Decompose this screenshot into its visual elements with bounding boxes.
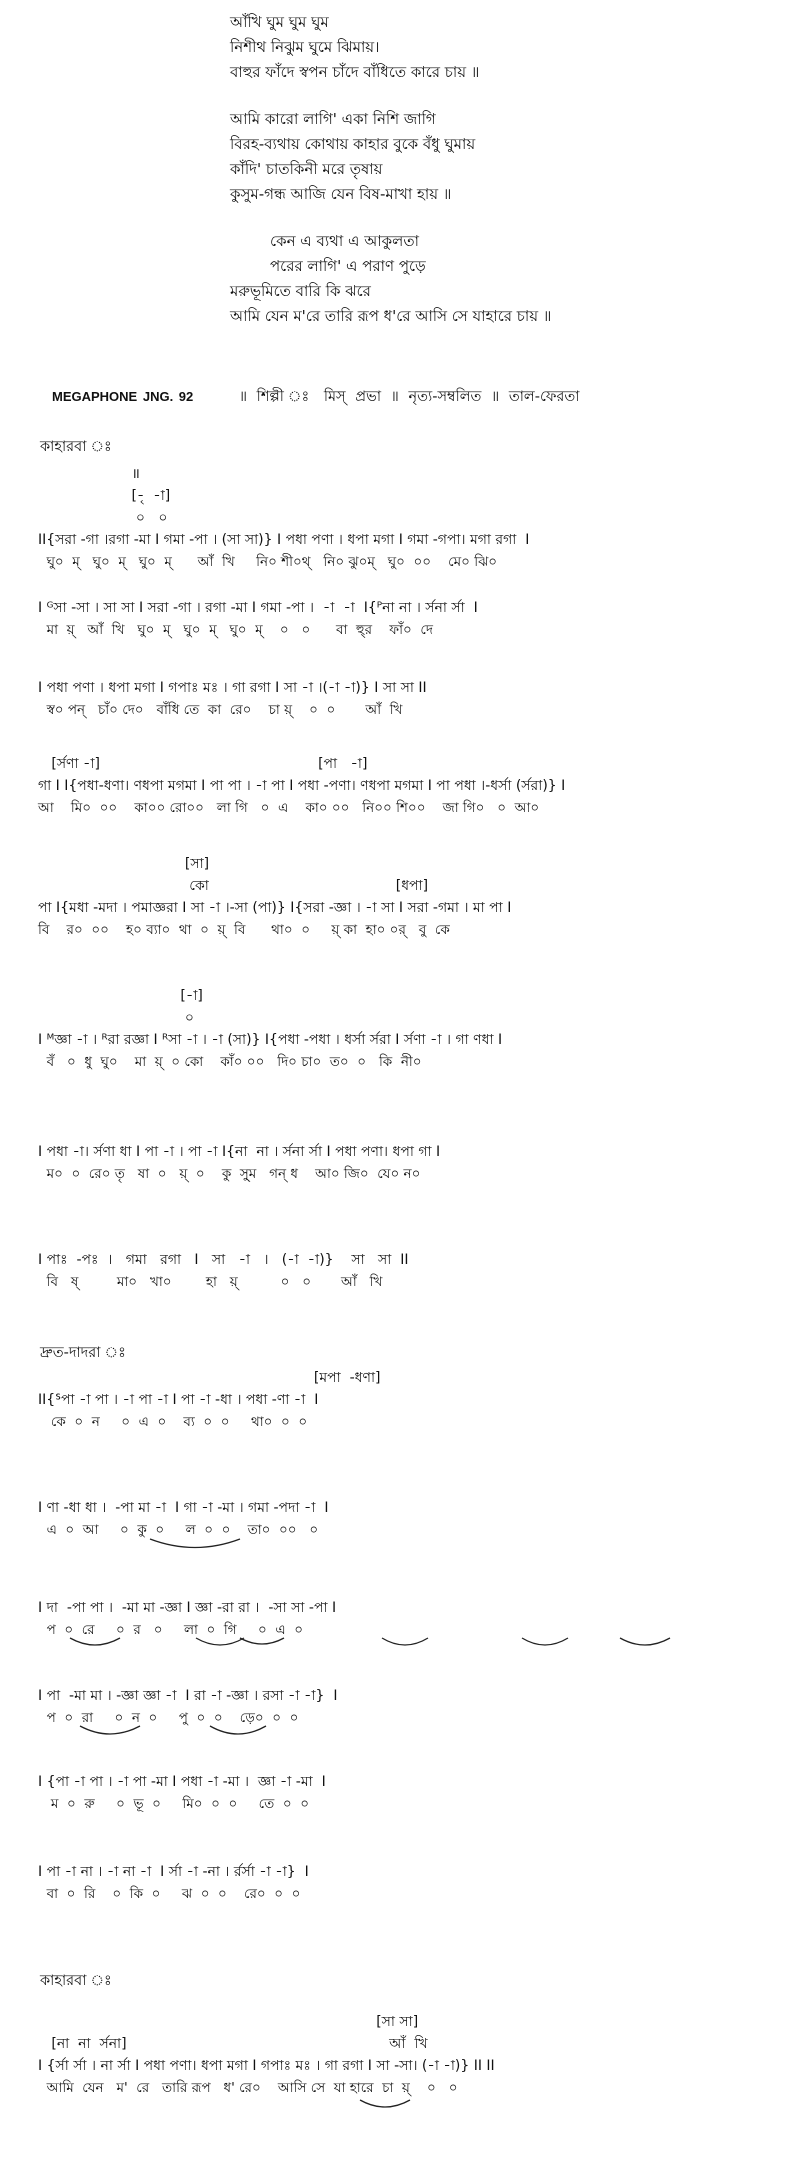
swara-row: II{সরা -গা ।রগা -মা I গমা -পা । (সা সা)} I পধা পণা । ধপা মগা I গমা -গপা। মগা রগা I: [38, 532, 530, 548]
lyric-line: কাঁদি' চাতকিনী মরে তৃষায়: [230, 160, 383, 178]
lyric-line: বিরহ-ব্যথায় কোথায় কাহার বুকে বঁধু ঘুমায়: [230, 135, 476, 153]
lyric-syllable-row: বা ০ রি ০ কি ০ ঝ ০ ০ রে০ ০ ০: [38, 1886, 301, 1902]
lyric-line: আমি যেন ম'রে তারি রূপ ধ'রে আসি সে যাহারে চায় ॥: [230, 307, 552, 325]
lyric-syllable-row: বি ষ্ মা০ খা০ হা য়্ ০ ০ আঁ খি: [38, 1274, 383, 1290]
lyric-syllable-row: বি র০ ০০ হ০ ব্যা০ থা ০ য়্ বি থা০ ০ য়্ কা হা০ ০র্ বু কে: [38, 922, 450, 938]
lyric-line: বাহুর ফাঁদে স্বপন চাঁদে বাঁধিতে কারে চায় ॥: [230, 63, 480, 81]
marker-row: ০ ০: [38, 510, 168, 526]
swara-row: I {র্সা র্সা । না র্সা I পধা পণা। ধপা মগা I গপাঃ মঃ । গা রগা I সা -সা। (-া -া)} II II: [38, 2058, 495, 2074]
slur-mark: [210, 1726, 266, 1734]
slur-mark: [382, 1638, 428, 1645]
swara-row: I দা -পা পা । -মা মা -জ্ঞা I জ্ঞা -রা রা । -সা সা -পা I: [38, 1600, 337, 1616]
lyric-syllable-row: এ ০ আ ০ কু ০ ল ০ ০ তা০ ০০ ০: [38, 1522, 319, 1538]
slur-mark: [70, 1638, 120, 1645]
lyric-syllable-row: বঁ ০ ধু ঘু০ মা য়্ ০ কো কাঁ০ ০০ দি০ চা০ ত০ ০ কি নী০: [38, 1054, 422, 1070]
swara-row: I {পা -া পা । -া পা -মা I পধা -া -মা । জ্ঞা -া -মা I: [38, 1774, 326, 1790]
slur-mark: [150, 1539, 240, 1548]
marker-row: ॥: [38, 466, 140, 482]
section-title-kaharba: কাহারবা ঃ: [40, 439, 112, 455]
slur-mark: [240, 1638, 284, 1644]
marker-row: [-ৃ -া]: [38, 488, 171, 504]
swara-row: I ণা -ধা ধা । -পা মা -া I গা -া -মা । গমা -পদা -া I: [38, 1500, 329, 1516]
lyric-line: মরুভূমিতে বারি কি ঝরে: [230, 282, 371, 300]
slur-mark: [196, 1638, 244, 1645]
marker-row: কো [ধপা]: [38, 878, 429, 894]
swara-row: I পাঃ -পঃ । গমা রগা I সা -া । (-া -া)} সা সা II: [38, 1252, 409, 1268]
lyric-syllable-row: কে ০ ন ০ এ ০ ব্য ০ ০ থা০ ০ ০: [38, 1414, 308, 1430]
marker-row: [মপা -ধণা]: [38, 1370, 381, 1386]
lyric-syllable-row: ম ০ রু ০ ভূ ০ মি০ ০ ০ তে ০ ০: [38, 1796, 310, 1812]
marker-row: [সা]: [38, 856, 210, 872]
marker-row: ০: [38, 1010, 194, 1026]
marker-row: [র্সণা -া] [পা -া]: [38, 756, 368, 772]
swara-row: II{ᔆপা -া পা । -া পা -া I পা -া -ধা । পধা -ণা -া I: [38, 1392, 319, 1408]
slur-mark: [80, 1726, 140, 1734]
swara-row: গা I I{পধা-ধণা। ণধপা মগমা I পা পা । -া পা I পধা -পণা। ণধপা মগমা I পা পধা ।-ধর্সা (র্সরা)} I: [38, 778, 566, 794]
lyric-line: নিশীথ নিঝুম ঘুমে ঝিমায়।: [230, 38, 380, 56]
marker-row: [সা সা]: [38, 2014, 419, 2030]
marker-row: [-া]: [38, 988, 203, 1004]
slur-mark: [620, 1638, 670, 1645]
record-details: ॥ শিল্পী ঃ মিস্ প্রভা ॥ নৃত্য-সম্বলিত ॥ তাল-ফেরতা: [238, 389, 580, 405]
marker-row: [না না র্সনা] আঁ খি: [38, 2036, 428, 2052]
lyric-syllable-row: স্ব০ পন্ চাঁ০ দে০ বাঁধি তে কা রে০ চা য়্ ০ ০ আঁ খি: [38, 702, 403, 718]
lyric-syllable-row: মা য়্ আঁ খি ঘু০ ম্ ঘু০ ম্ ঘু০ ম্ ০ ০ বা হু্র ফাঁ০ দে: [38, 622, 433, 638]
lyric-line: কুসুম-গন্ধ আজি যেন বিষ-মাখা হায় ॥: [230, 185, 452, 203]
swara-row: I পধা পণা । ধপা মগা I গপাঃ মঃ । গা রগা I সা -া ।(-া -া)} I সা সা II: [38, 680, 427, 696]
lyric-syllable-row: ঘু০ ম্ ঘু০ ম্ ঘু০ ম্ আঁ খি নি০ শী০থ্ নি০ ঝু০ম্ ঘু০ ০০ মে০ ঝি০: [38, 554, 498, 570]
swara-row: I পা -া না । -া না -া I র্সা -া -না । র্রর্সা -া -া} I: [38, 1864, 309, 1880]
slur-mark: [360, 2100, 410, 2107]
lyric-syllable-row: প ০ রে ০ র ০ লা ০ গি ০ এ ০: [38, 1622, 304, 1638]
lyric-line: কেন এ ব্যথা এ আকুলতা: [270, 232, 419, 250]
swara-row: I পা -মা মা । -জ্ঞা জ্ঞা -া I রা -া -জ্ঞা । রসা -া -া} I: [38, 1688, 338, 1704]
swara-row: পা I{মধা -মদা । পমাজ্ঞরা I সা -া ।-সা (পা)} I{সরা -জ্ঞা । -া সা I সরা -গমা । মা পা I: [38, 900, 512, 916]
section-title-kaharba-2: কাহারবা ঃ: [40, 1973, 112, 1989]
lyric-syllable-row: ম০ ০ রে০ তৃ ষা ০ য়্ ০ কু সু্ম গন্ ধ আ০ জি০ যে০ ন০: [38, 1166, 421, 1182]
swara-row: I পধা -া। র্সণা ধা I পা -া । পা -া I{না না । র্সনা র্সা I পধা পণা। ধপা গা I: [38, 1144, 441, 1160]
lyric-line: পরের লাগি' এ পরাণ পুড়ে: [270, 257, 426, 275]
slur-mark: [522, 1638, 568, 1645]
lyric-syllable-row: আ মি০ ০০ কা০০ রো০০ লা গি ০ এ কা০ ০০ নি০০ শি০০ জা গি০ ০ আ০: [38, 800, 540, 816]
section-title-drut-dadra: দ্রুত-দাদরা ঃ: [40, 1345, 126, 1361]
lyric-line: আমি কারো লাগি' একা নিশি জাগি: [230, 110, 436, 128]
swara-row: I ᴳসা -সা । সা সা I সরা -গা । রগা -মা I গমা -পা । -া -া I{ᴾনা না । র্সনা র্সা I: [38, 600, 478, 616]
lyric-syllable-row: আমি যেন ম' রে তারি রূপ ধ' রে০ আসি সে যা হারে চা য়্ ০ ০: [38, 2080, 458, 2096]
lyric-line: আঁখি ঘুম ঘুম ঘুম: [230, 13, 329, 31]
lyric-syllable-row: প ০ রা ০ ন ০ পু ০ ০ ড়ে০ ০ ০: [38, 1710, 299, 1726]
record-id: MEGAPHONE JNG. 92: [52, 389, 194, 404]
swara-row: I ᴹজ্ঞা -া । ᴿরা রজ্ঞা I ᴿসা -া । -া (সা)} I{পধা -পধা । ধর্সা র্সরা I র্সণা -া । গা ণধা I: [38, 1032, 503, 1048]
